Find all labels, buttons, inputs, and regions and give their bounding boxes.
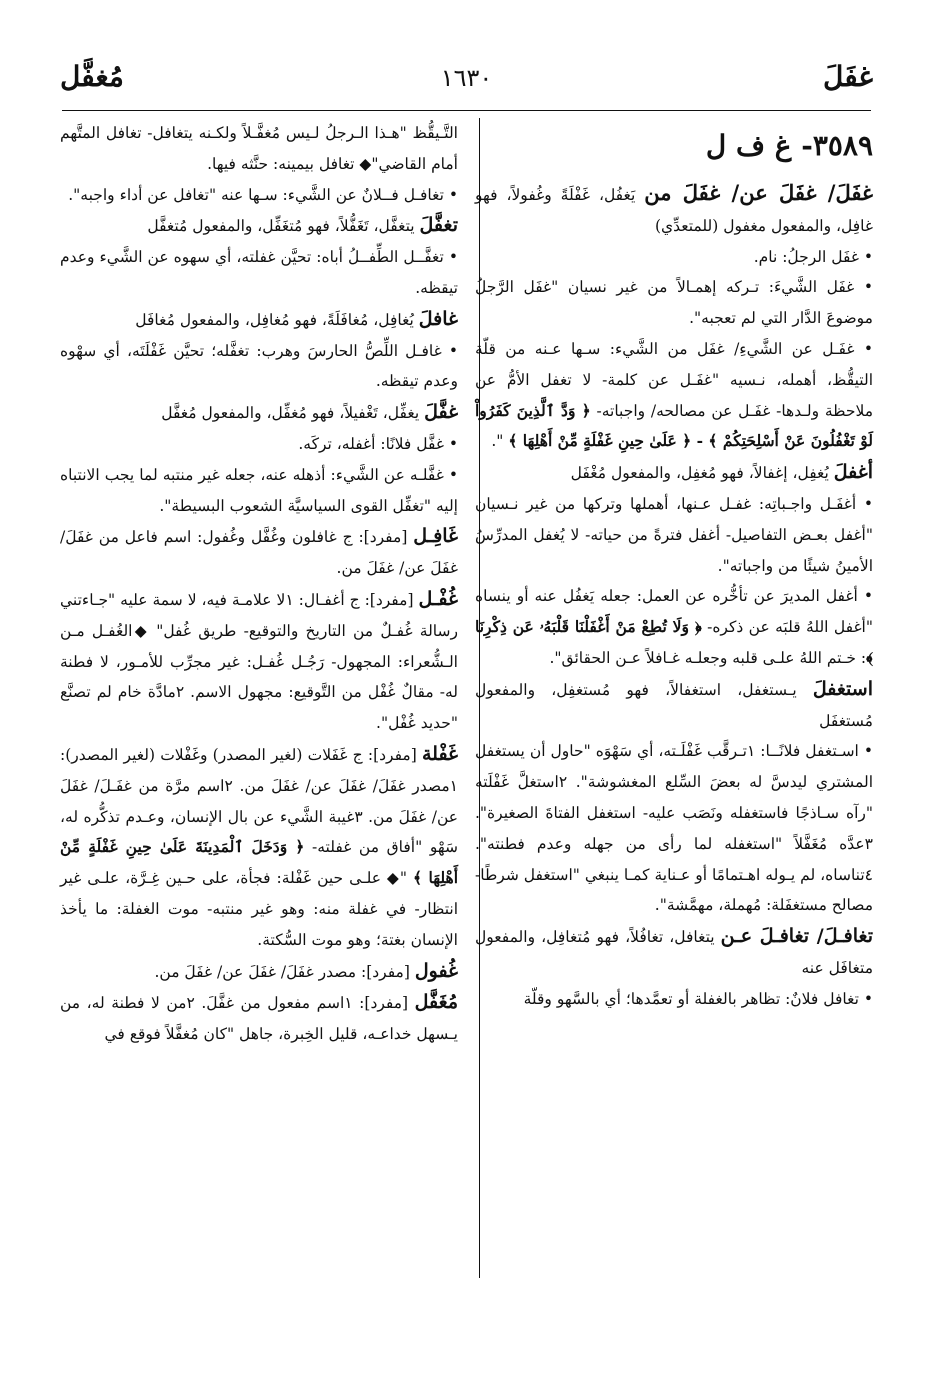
root-heading: ٣٥٨٩- غ ف ل <box>705 129 873 162</box>
sense-paragraph <box>60 336 458 398</box>
headword: غفَّلَ <box>424 401 458 424</box>
sense-paragraph <box>475 581 873 673</box>
sense-paragraph <box>475 272 873 334</box>
sense-text: • اسـتغفل فلانًــا: ١تـرقَّب غَفْلَـته، أي سَهْوَه "حاول أن يستغفل المشتري ليدسَّ له بعضَ السِّلع المغشوشة". ٢استغلَّ غَفْلَته "رآه سـاذجًا فاستغفله ونَصَب عليه- استغفل الفتاةَ الصغيرة". ٣عدَّه مُغَفَّلاً "استغفله لما رأى من جهله وعدم فطنته". ٤تناساه، لم يـوله اهـتمامًا أو عـناية كمـا ينبغي "استغفل شرطًا- مصالح مستغفَلة: مُهملة، مهمَّشة". <box>475 742 874 915</box>
entry-text: يُغافِل، مُغافَلَةً، فهو مُغافِل، والمفعول مُغافَل <box>135 310 419 329</box>
sense-paragraph <box>475 984 873 1015</box>
headword: أغفلَ <box>833 461 873 484</box>
entry-text: [مفرد]: ١اسم مفعول من غفَّلَ. ٢من لا فطنة له، من يـسهل خداعـه، قليل الخِبرة، جاهل "كان مُغفَّلاً فوقع في <box>60 994 458 1044</box>
sense-text-tail: ". <box>491 432 509 451</box>
entry-headword-paragraph <box>60 521 458 584</box>
running-head <box>60 60 873 100</box>
entry-headword-paragraph <box>475 457 873 489</box>
sense-paragraph <box>475 242 873 273</box>
sense-text: • أغفَـل واجـباتِه: غفـل عـنها، أهملها وتركها من غير نـسيان "أغفل بعـض التفاصيل- أغفل فترةً من حياته- لا يُغفل المدرِّسُ الأمينُ شيئًا من واجباته". <box>475 494 873 575</box>
headword: مُغَفَّل <box>414 991 458 1014</box>
entry-headword-paragraph <box>475 921 873 984</box>
entry-text: [مفرد]: ج غافلون وغُفَّل وغُفول: اسم فاعل من غفَلَ/ غفَلَ عن/ غفَلَ من. <box>60 528 458 578</box>
entry-headword-paragraph <box>60 956 458 988</box>
headword: غَافِـل <box>413 525 458 548</box>
last-entry-word: مُغفَّل <box>60 60 124 93</box>
sense-paragraph <box>60 242 458 304</box>
entry-headword-paragraph <box>60 210 458 242</box>
headword: تغفَّلَ <box>419 214 458 237</box>
entry-text: يتغفَّل، تَغَفُّلاً، فهو مُتغَفِّل، والمفعول مُتغفَّل <box>147 217 420 236</box>
sense-text: • غفَل الرجلُ: نام. <box>753 247 873 266</box>
entry-text: يغفِّل، تَغْفيلاً، فهو مُغفِّل، والمفعول مُغفَّل <box>161 404 425 423</box>
sense-text: • غفَل الشَّيءَ: تـركه إهمـالاً من غير نسيان "غفَل الرَّجلُ موضوعَ الدَّار التي لم تعجبه". <box>475 278 873 328</box>
entry-text: [مفرد]: ج أغفـال: ١لا علامـة فيه، لا سمة عليه "جـاءتني رسالة غُفـلٌ من التاريخ والتوقيع- طريق غُفل" ◆الغُفـل مـن الـشُّعراء: المجهول- رَجُـل غُفـل: غير مجرِّب للأمـور، لا فطنة له- مقالٌ غُفْل من التَّوقيع: مجهول الاسم. ٢مادَّة خام لم تصنَّع "حديد غُفْل". <box>60 590 459 733</box>
entry-text: [مفرد]: مصدر غفَلَ/ غفَلَ عن/ غفَلَ من. <box>154 962 415 981</box>
header-divider <box>62 110 871 111</box>
sense-text-tail: : خـتم اللهُ علـى قلبه وجعلـه غـافلاً عـن الحقائق". <box>549 648 867 667</box>
headword: غُفْـل <box>418 587 458 610</box>
headword: غفَلَ/ غفَلَ عن/ غفَلَ من <box>644 180 873 205</box>
page-number: ١٦٣٠ <box>440 64 493 92</box>
sense-text: التَّـيقُّظ "هـذا الـرجلُ لـيس مُغفَّـلاً ولكـنه يتغافل- تغافل المتَّهم أمام القاضي"◆ تغافل بيمينه: حنَّثه فيها. <box>60 124 458 173</box>
sense-text: • تغفَّــل الطِّفــلُ أباه: تحيَّن غفلته، أي سهوه عن الشَّيء وعدم تيقظه. <box>60 248 458 297</box>
quran-quote: ﴿ وَدَخَلَ ٱلْمَدِينَةَ عَلَىٰ حِينِ غَفْلَةٍ مِّنْ أَهْلِهَا ﴾ <box>60 837 459 888</box>
sense-text: • تغافـل فــلانٌ عن الشَّيء: سـها عنه "تغافل عن أداء واجبه". <box>68 185 458 204</box>
entry-text: يتغافل، تغافُلاً، فهو مُتغافِل، والمفعول متغافَل عنه <box>475 928 873 977</box>
entry-text-tail: "◆ علـى حين غَفْلة: فجأة، على حـين غِـرَّة، علـى غير انتظار- في غفلة منه: وهو غير منتبه- موت الغفلة: ما يأخذ الإنسان بغتة؛ وهو موت السُّكتة. <box>60 869 458 949</box>
sense-paragraph <box>60 429 458 460</box>
left-column <box>60 118 458 1050</box>
entry-headword-paragraph <box>60 739 458 956</box>
sense-paragraph <box>60 180 458 211</box>
right-column <box>475 118 873 1015</box>
headword: استغفلَ <box>812 677 873 700</box>
sense-text: • غفَّل فلانًا: أغفله، تركَه. <box>298 434 458 453</box>
sense-paragraph <box>475 489 873 581</box>
entry-text: يُغفِل، إغفالاً، فهو مُغفِل، والمفعول مُغْفَل <box>570 464 834 483</box>
sense-paragraph <box>475 736 873 921</box>
sense-text: • أغفل المديرَ عن تأخُّره عن العمل: جعله يَغفُل عنه أو ينساه "أغفل اللهُ قلبَه عن ذكره- <box>475 587 873 637</box>
sense-text: • غفَّلـه عن الشَّيء: أذهله عنه، جعله غير منتبه لما يجب الانتباه إليه "تغفِّل القوى السياسيَّة الشعوب البسيطة". <box>60 465 458 515</box>
entry-text: [مفرد]: ج غَفَلات (لغير المصدر) وغَفْلات (لغير المصدر): ١مصدر غفَلَ/ غفَلَ عن/ غفَلَ من. ٢اسم مرَّة من غفَـلَ/ غفَلَ عن/ غفَلَ من. ٣غيبة الشَّيء عن بال الإنسان، وعـدم تذكُّره له، سَهْو "أفاق من غفلته- <box>60 745 458 857</box>
entry-headword-paragraph <box>475 178 873 242</box>
entry-headword-paragraph <box>60 987 458 1050</box>
entry-headword-paragraph <box>60 397 458 429</box>
quran-quote: ﴿ وَلَا تُطِعْ مَنْ أَغْفَلْنَا قَلْبَهُۥ عَن ذِكْرِنَا ﴾ <box>475 617 873 667</box>
entry-text: يـستغفل، استغفالاً، فهو مُستغفِل، والمفعول مُستغفَل <box>475 680 873 730</box>
entry-headword-paragraph <box>475 674 873 737</box>
headword: غَفْلة <box>421 742 458 765</box>
entry-headword-paragraph <box>60 584 458 739</box>
entry-headword-paragraph <box>60 304 458 336</box>
headword: تغافـلَ/ تغافـلَ عـن <box>720 925 873 948</box>
sense-paragraph <box>60 460 458 522</box>
sense-text: • غفَـل عن الشَّيءِ/ غفَل من الشَّيء: سـها عـنه من قلّة التيقُّظ، أهمله، نـسيه "غفَـل عن كلمة- لا تغفل الأمُّ عن ملاحظة ولـدها- غفَـل عن مصالحه/ واجباته- <box>475 339 874 420</box>
first-entry-word: غفَلَ <box>822 60 873 93</box>
quran-quote: ﴿ وَدَّ ٱلَّذِينَ كَفَرُواْ لَوْ تَغْفُلُونَ عَنْ أَسْلِحَتِكُمْ ﴾ - ﴿ عَلَىٰ حِينِ غَفْلَةٍ مِّنْ أَهْلِهَا ﴾ <box>475 400 873 451</box>
sense-text: • غافـل اللِّصُّ الحارسَ وهرب: تغفَّله؛ تحيَّن غَفْلَتَه، أي سهْوه وعدم تيقظه. <box>60 341 458 391</box>
sense-text: • تغافل فلانٌ: تظاهر بالغفلة أو تعمَّدها؛ أي بالسَّهو وقلّة <box>523 989 873 1008</box>
headword: غافلَ <box>418 307 458 330</box>
sense-paragraph <box>60 118 458 180</box>
headword: غُفول <box>414 959 458 982</box>
entry-text: يَغفُل، غَفْلَةً وغُفولاً، فهو غافِل، والمفعول مغفول (للمتعدِّي) <box>475 186 873 235</box>
sense-paragraph <box>475 334 873 457</box>
